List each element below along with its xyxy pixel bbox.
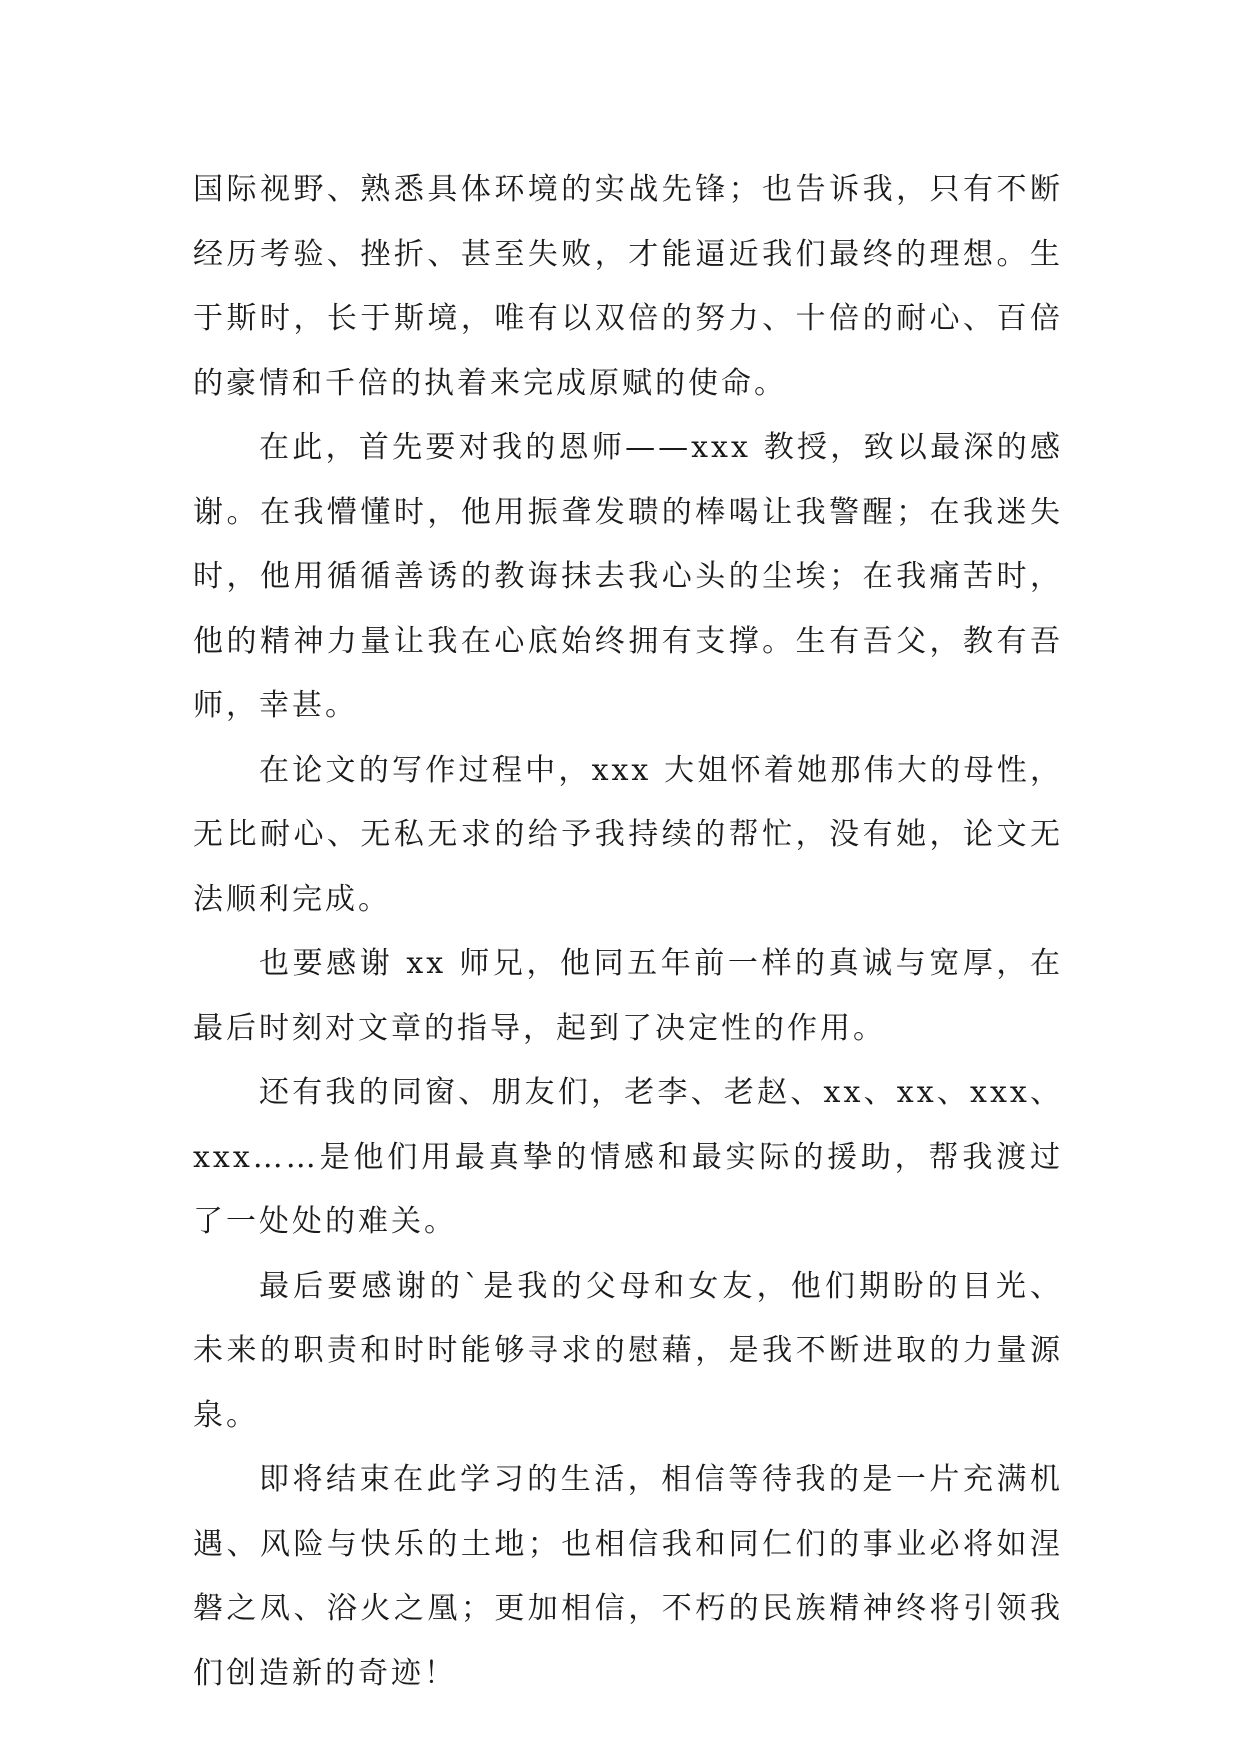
paragraph: 最后要感谢的`是我的父母和女友，他们期盼的目光、未来的职责和时时能够寻求的慰藉，是我不断进取的力量源泉。	[193, 1268, 1063, 1433]
paragraph: 在此，首先要对我的恩师——xxx 教授，致以最深的感谢。在我懵懂时，他用振聋发聩的棒喝让我警醒；在我迷失时，他用循循善诱的教诲抹去我心头的尘埃；在我痛苦时，他的精神力量让我在心底始终拥有支撑。生有吾父，教有吾师，幸甚。	[193, 430, 1063, 723]
paragraph: 在论文的写作过程中，xxx 大姐怀着她那伟大的母性，无比耐心、无私无求的给予我持续的帮忙，没有她，论文无法顺利完成。	[193, 752, 1063, 917]
paragraph: 即将结束在此学习的生活，相信等待我的是一片充满机遇、风险与快乐的土地；也相信我和同仁们的事业必将如涅磐之凤、浴火之凰；更加相信，不朽的民族精神终将引领我们创造新的奇迹！	[193, 1462, 1063, 1691]
paragraph: 国际视野、熟悉具体环境的实战先锋；也告诉我，只有不断经历考验、挫折、甚至失败，才能逼近我们最终的理想。生于斯时，长于斯境，唯有以双倍的努力、十倍的耐心、百倍的豪情和千倍的执着来完成原赋的使命。	[193, 172, 1063, 401]
document-body	[193, 158, 1063, 1706]
paragraph: 也要感谢 xx 师兄，他同五年前一样的真诚与宽厚，在最后时刻对文章的指导，起到了决定性的作用。	[193, 946, 1063, 1046]
paragraph: 还有我的同窗、朋友们，老李、老赵、xx、xx、xxx、xxx……是他们用最真挚的情感和最实际的援助，帮我渡过了一处处的难关。	[193, 1075, 1063, 1239]
